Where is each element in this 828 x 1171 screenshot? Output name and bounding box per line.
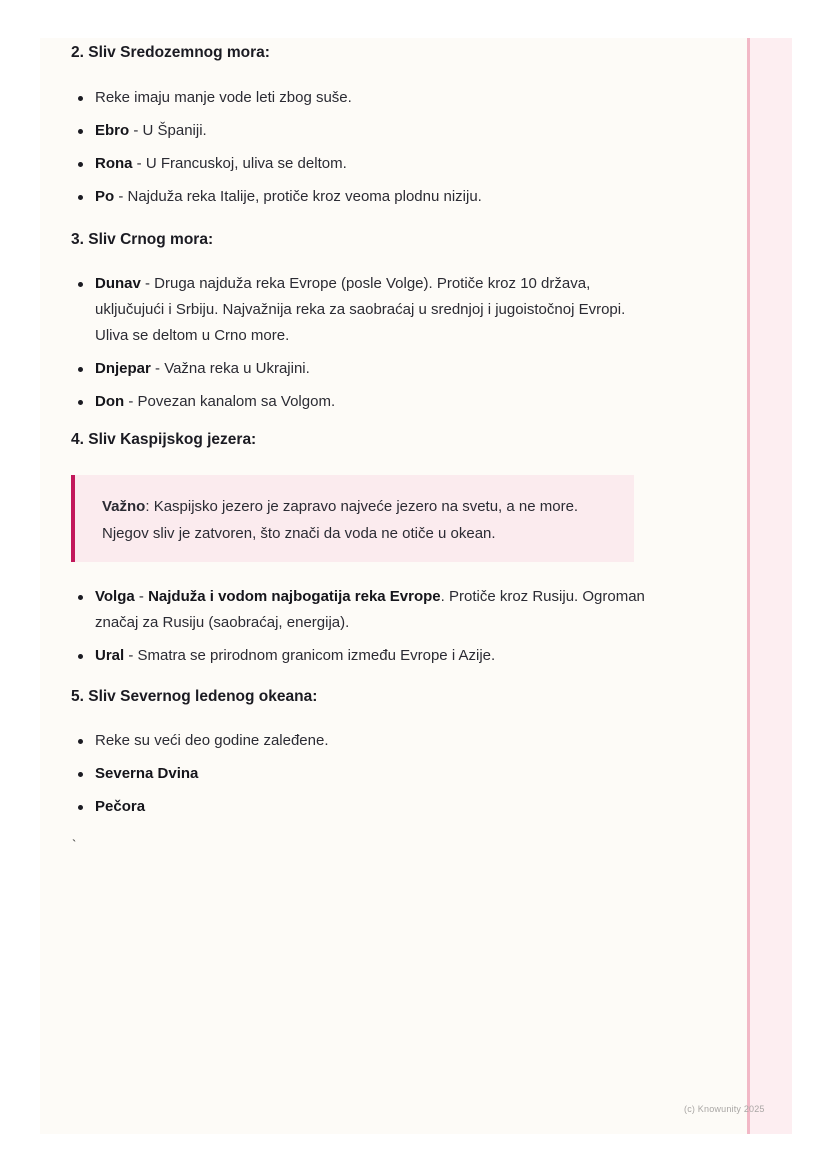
section-sredozemno (71, 42, 651, 210)
list-item: Ebro - U Španiji. (71, 118, 651, 144)
section-kaspijsko-list (71, 584, 651, 669)
important-callout (71, 475, 634, 562)
list-item: Po - Najduža reka Italije, protiče kroz veoma plodnu niziju. (71, 184, 651, 210)
section-heading: 2. Sliv Sredozemnog mora: (71, 44, 270, 61)
section-crno-more (71, 229, 651, 415)
list-item: Reke imaju manje vode leti zbog suše. (71, 85, 651, 111)
margin-strip (749, 38, 792, 1134)
list-item: Dunav - Druga najduža reka Evrope (posle Volge). Protiče kroz 10 država, uključujući i Srbiju. Najvažnija reka za saobraćaj u srednjoj i jugoistočnoj Evropi. Uliva se deltom u Crno more. (71, 271, 651, 349)
list-item: Volga - Najduža i vodom najbogatija reka Evrope. Protiče kroz Rusiju. Ogroman značaj za Rusiju (saobraćaj, energija). (71, 584, 651, 636)
copyright-footer: (c) Knowunity 2025 (684, 1104, 765, 1114)
river-list (71, 271, 651, 415)
section-heading: 4. Sliv Kaspijskog jezera: (71, 431, 257, 448)
river-list (71, 584, 651, 669)
section-heading: 5. Sliv Severnog ledenog okeana: (71, 688, 318, 705)
list-item: Pečora (71, 794, 651, 820)
list-item: Rona - U Francuskoj, uliva se deltom. (71, 151, 651, 177)
river-list (71, 728, 651, 820)
list-item: Dnjepar - Važna reka u Ukrajini. (71, 356, 651, 382)
margin-line (747, 38, 750, 1134)
river-list (71, 85, 651, 210)
list-item: Severna Dvina (71, 761, 651, 787)
stray-mark: ` (72, 837, 77, 852)
section-heading: 3. Sliv Crnog mora: (71, 231, 214, 248)
callout-text: Važno: Kaspijsko jezero je zapravo najveće jezero na svetu, a ne more. Njegov sliv je zatvoren, što znači da voda ne otiče u okean. (102, 498, 579, 542)
section-kaspijsko (71, 429, 651, 451)
section-ledeni-okean (71, 686, 651, 820)
list-item: Reke su veći deo godine zaleđene. (71, 728, 651, 754)
list-item: Don - Povezan kanalom sa Volgom. (71, 389, 651, 415)
list-item: Ural - Smatra se prirodnom granicom između Evrope i Azije. (71, 643, 651, 669)
